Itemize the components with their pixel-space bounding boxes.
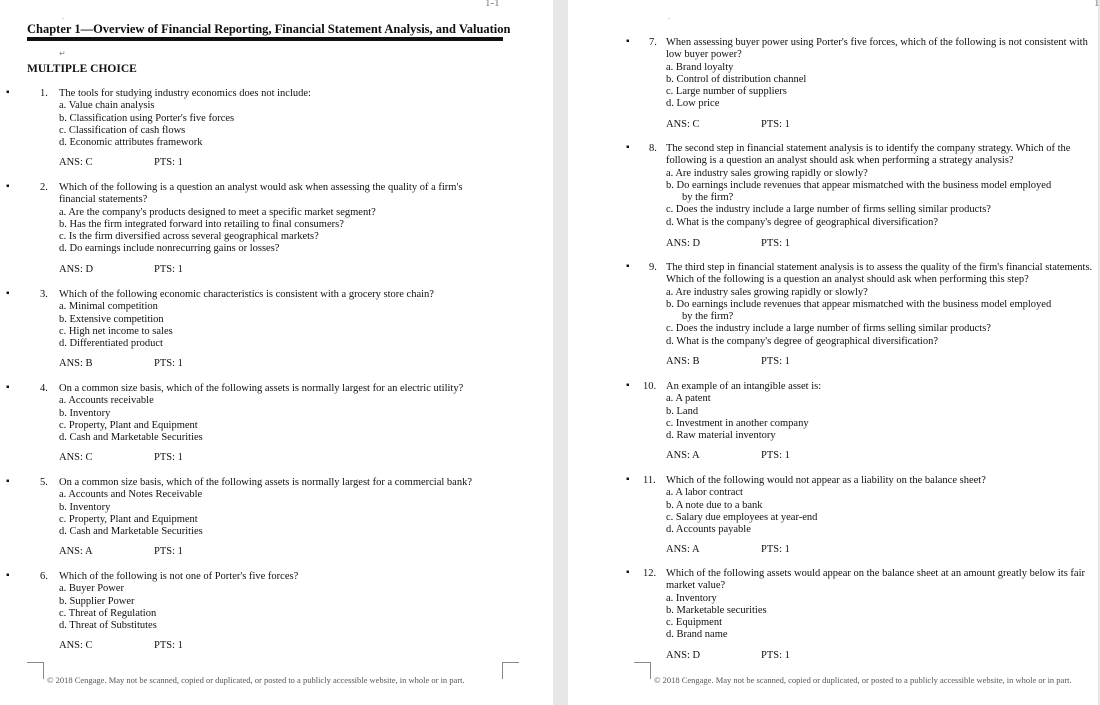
crop-mark <box>27 662 44 679</box>
option-c: c. Threat of Regulation <box>59 607 157 619</box>
answer-line-11 <box>666 544 790 555</box>
answer-key: ANS: D <box>666 650 701 661</box>
option-a: a. Accounts receivable <box>59 395 154 407</box>
question-stem: financial statements? <box>59 194 148 206</box>
question-stem: Which of the following economic characteristics is consistent with a grocery store chain? <box>59 289 434 300</box>
question-number: 8. <box>649 143 657 154</box>
answer-line-7 <box>666 119 790 130</box>
option-b: b. Supplier Power <box>59 595 135 607</box>
answer-key: ANS: A <box>666 450 700 461</box>
option-b: b. A note due to a bank <box>666 499 763 511</box>
option-a: a. Inventory <box>666 592 717 604</box>
bullet: ▪ <box>6 181 10 192</box>
option-b: b. Do earnings include revenues that appear mismatched with the business model employed <box>666 179 1052 191</box>
question-number: 4. <box>40 383 48 394</box>
option-b: b. Classification using Porter's five forces <box>59 112 235 124</box>
answer-key: ANS: D <box>59 264 94 275</box>
question-stem: following is a question an analyst should ask when performing a strategy analysis? <box>666 155 1014 167</box>
option-c: c. Is the firm diversified across several geographical markets? <box>59 231 319 243</box>
option-d: d. Cash and Marketable Securities <box>59 432 203 444</box>
answer-line-5 <box>59 546 183 557</box>
question-stem: On a common size basis, which of the following assets is normally largest for a commercial bank? <box>59 477 472 488</box>
answer-line-6 <box>59 640 183 651</box>
option-c: c. Investment in another company <box>666 417 809 429</box>
question-number: 2. <box>40 182 48 193</box>
option-b: b. Inventory <box>59 407 111 419</box>
option-b: b. Do earnings include revenues that appear mismatched with the business model employed <box>666 298 1052 310</box>
option-b: b. Extensive competition <box>59 313 164 325</box>
crop-mark <box>502 662 519 679</box>
answer-key: ANS: C <box>59 640 93 651</box>
question-number: 1. <box>40 88 48 99</box>
question-number: 12. <box>643 568 657 579</box>
option-d: d. Threat of Substitutes <box>59 620 157 632</box>
points: PTS: 1 <box>761 544 790 555</box>
option-a: a. Are the company's products designed to meet a specific market segment? <box>59 206 376 218</box>
bullet: ▪ <box>6 288 10 299</box>
question-stem: Which of the following is a question an analyst would ask when assessing the quality of a firm's <box>59 182 463 193</box>
question-number: 6. <box>40 571 48 582</box>
title-rule <box>27 37 503 41</box>
option-d: d. Differentiated product <box>59 338 163 350</box>
bullet: ▪ <box>6 570 10 581</box>
question-number: 11. <box>643 475 656 486</box>
question-stem: The tools for studying industry economics does not include: <box>59 88 311 99</box>
answer-key: ANS: A <box>666 544 700 555</box>
bullet: ▪ <box>626 142 630 153</box>
answer-key: ANS: C <box>666 119 700 130</box>
answer-line-9 <box>666 356 790 367</box>
option-c: c. Large number of suppliers <box>666 86 787 98</box>
bullet: ▪ <box>626 474 630 485</box>
answer-key: ANS: B <box>666 356 700 367</box>
question-stem: An example of an intangible asset is: <box>666 381 822 392</box>
option-d: d. Economic attributes framework <box>59 137 203 149</box>
answer-line-12 <box>666 650 790 661</box>
question-number: 7. <box>649 37 657 48</box>
copyright-footer: © 2018 Cengage. May not be scanned, copied or duplicated, or posted to a publicly accessible website, in whole or in part. <box>654 675 1072 685</box>
question-stem: When assessing buyer power using Porter's five forces, which of the following is not consistent with <box>666 37 1088 48</box>
option-d: d. Brand name <box>666 629 728 641</box>
question-stem: Which of the following is a question an analyst should ask when performing this step? <box>666 274 1029 286</box>
points: PTS: 1 <box>154 546 183 557</box>
option-a: a. Buyer Power <box>59 583 125 595</box>
option-c: c. Property, Plant and Equipment <box>59 513 198 525</box>
option-d: d. Do earnings include nonrecurring gains or losses? <box>59 243 280 255</box>
option-c: c. Does the industry include a large number of firms selling similar products? <box>666 204 991 216</box>
bullet: ▪ <box>6 382 10 393</box>
answer-key: ANS: A <box>59 546 93 557</box>
points: PTS: 1 <box>761 119 790 130</box>
question-number: 10. <box>643 381 657 392</box>
option-b: b. Has the firm integrated forward into retailing to final consumers? <box>59 218 344 230</box>
option-b-continued: by the firm? <box>682 192 734 204</box>
bullet: ▪ <box>626 261 630 272</box>
option-a: a. Are industry sales growing rapidly or slowly? <box>666 167 868 179</box>
option-a: a. Value chain analysis <box>59 100 155 112</box>
points: PTS: 1 <box>154 640 183 651</box>
answer-key: ANS: C <box>59 157 93 168</box>
option-c: c. Salary due employees at year-end <box>666 511 818 523</box>
option-a: a. Brand loyalty <box>666 61 734 73</box>
paragraph-mark: . <box>62 12 64 21</box>
question-stem: The third step in financial statement analysis is to assess the quality of the firm's financial statements. <box>666 262 1093 273</box>
page-number: 1-1 <box>485 0 500 9</box>
bullet: ▪ <box>626 567 630 578</box>
points: PTS: 1 <box>154 264 183 275</box>
answer-key: ANS: C <box>59 452 93 463</box>
question-stem: On a common size basis, which of the following assets is normally largest for an electric utility? <box>59 383 464 394</box>
answer-line-10 <box>666 450 790 461</box>
question-stem: Which of the following would not appear as a liability on the balance sheet? <box>666 475 986 486</box>
bullet: ▪ <box>626 380 630 391</box>
option-a: a. Accounts and Notes Receivable <box>59 489 203 501</box>
option-b: b. Inventory <box>59 501 111 513</box>
page-number: 1 <box>1094 0 1100 9</box>
answer-key: ANS: B <box>59 358 93 369</box>
option-b: b. Control of distribution channel <box>666 73 807 85</box>
answer-line-1 <box>59 157 183 168</box>
question-number: 5. <box>40 477 48 488</box>
points: PTS: 1 <box>761 650 790 661</box>
points: PTS: 1 <box>761 450 790 461</box>
option-d: d. What is the company's degree of geographical diversification? <box>666 216 938 228</box>
question-number: 3. <box>40 289 48 300</box>
crop-mark <box>634 662 651 679</box>
question-stem: low buyer power? <box>666 49 742 61</box>
option-c: c. Equipment <box>666 617 722 629</box>
option-d: d. Cash and Marketable Securities <box>59 526 203 538</box>
points: PTS: 1 <box>154 452 183 463</box>
option-b: b. Marketable securities <box>666 604 767 616</box>
question-stem: Which of the following is not one of Porter's five forces? <box>59 571 299 582</box>
question-stem: The second step in financial statement analysis is to identify the company strategy. Which of the <box>666 143 1071 154</box>
option-c: c. Property, Plant and Equipment <box>59 419 198 431</box>
copyright-footer: © 2018 Cengage. May not be scanned, copied or duplicated, or posted to a publicly accessible website, in whole or in part. <box>47 675 465 685</box>
option-d: d. Low price <box>666 98 720 110</box>
question-number: 9. <box>649 262 657 273</box>
paragraph-mark: . <box>668 12 670 21</box>
option-d: d. Accounts payable <box>666 524 751 536</box>
option-a: a. Minimal competition <box>59 301 158 313</box>
points: PTS: 1 <box>154 157 183 168</box>
chapter-title: Chapter 1—Overview of Financial Reporting, Financial Statement Analysis, and Valuation <box>27 22 511 36</box>
bullet: ▪ <box>626 36 630 47</box>
option-b-continued: by the firm? <box>682 311 734 323</box>
option-a: a. A labor contract <box>666 487 743 499</box>
option-c: c. High net income to sales <box>59 325 173 337</box>
bullet: ▪ <box>6 87 10 98</box>
option-c: c. Classification of cash flows <box>59 124 186 136</box>
answer-line-8 <box>666 238 790 249</box>
option-d: d. What is the company's degree of geographical diversification? <box>666 335 938 347</box>
bullet: ▪ <box>6 476 10 487</box>
answer-line-3 <box>59 358 183 369</box>
option-d: d. Raw material inventory <box>666 430 776 442</box>
points: PTS: 1 <box>154 358 183 369</box>
points: PTS: 1 <box>761 356 790 367</box>
section-title: MULTIPLE CHOICE <box>27 63 137 75</box>
question-stem: Which of the following assets would appear on the balance sheet at an amount greatly below its fair <box>666 568 1085 579</box>
option-b: b. Land <box>666 405 699 417</box>
answer-line-2 <box>59 264 183 275</box>
option-c: c. Does the industry include a large number of firms selling similar products? <box>666 323 991 335</box>
paragraph-mark: ↵ <box>59 49 66 58</box>
document-page-right <box>568 0 1098 705</box>
option-a: a. Are industry sales growing rapidly or slowly? <box>666 286 868 298</box>
points: PTS: 1 <box>761 238 790 249</box>
answer-key: ANS: D <box>666 238 701 249</box>
answer-line-4 <box>59 452 183 463</box>
option-a: a. A patent <box>666 393 711 405</box>
question-stem: market value? <box>666 580 726 592</box>
